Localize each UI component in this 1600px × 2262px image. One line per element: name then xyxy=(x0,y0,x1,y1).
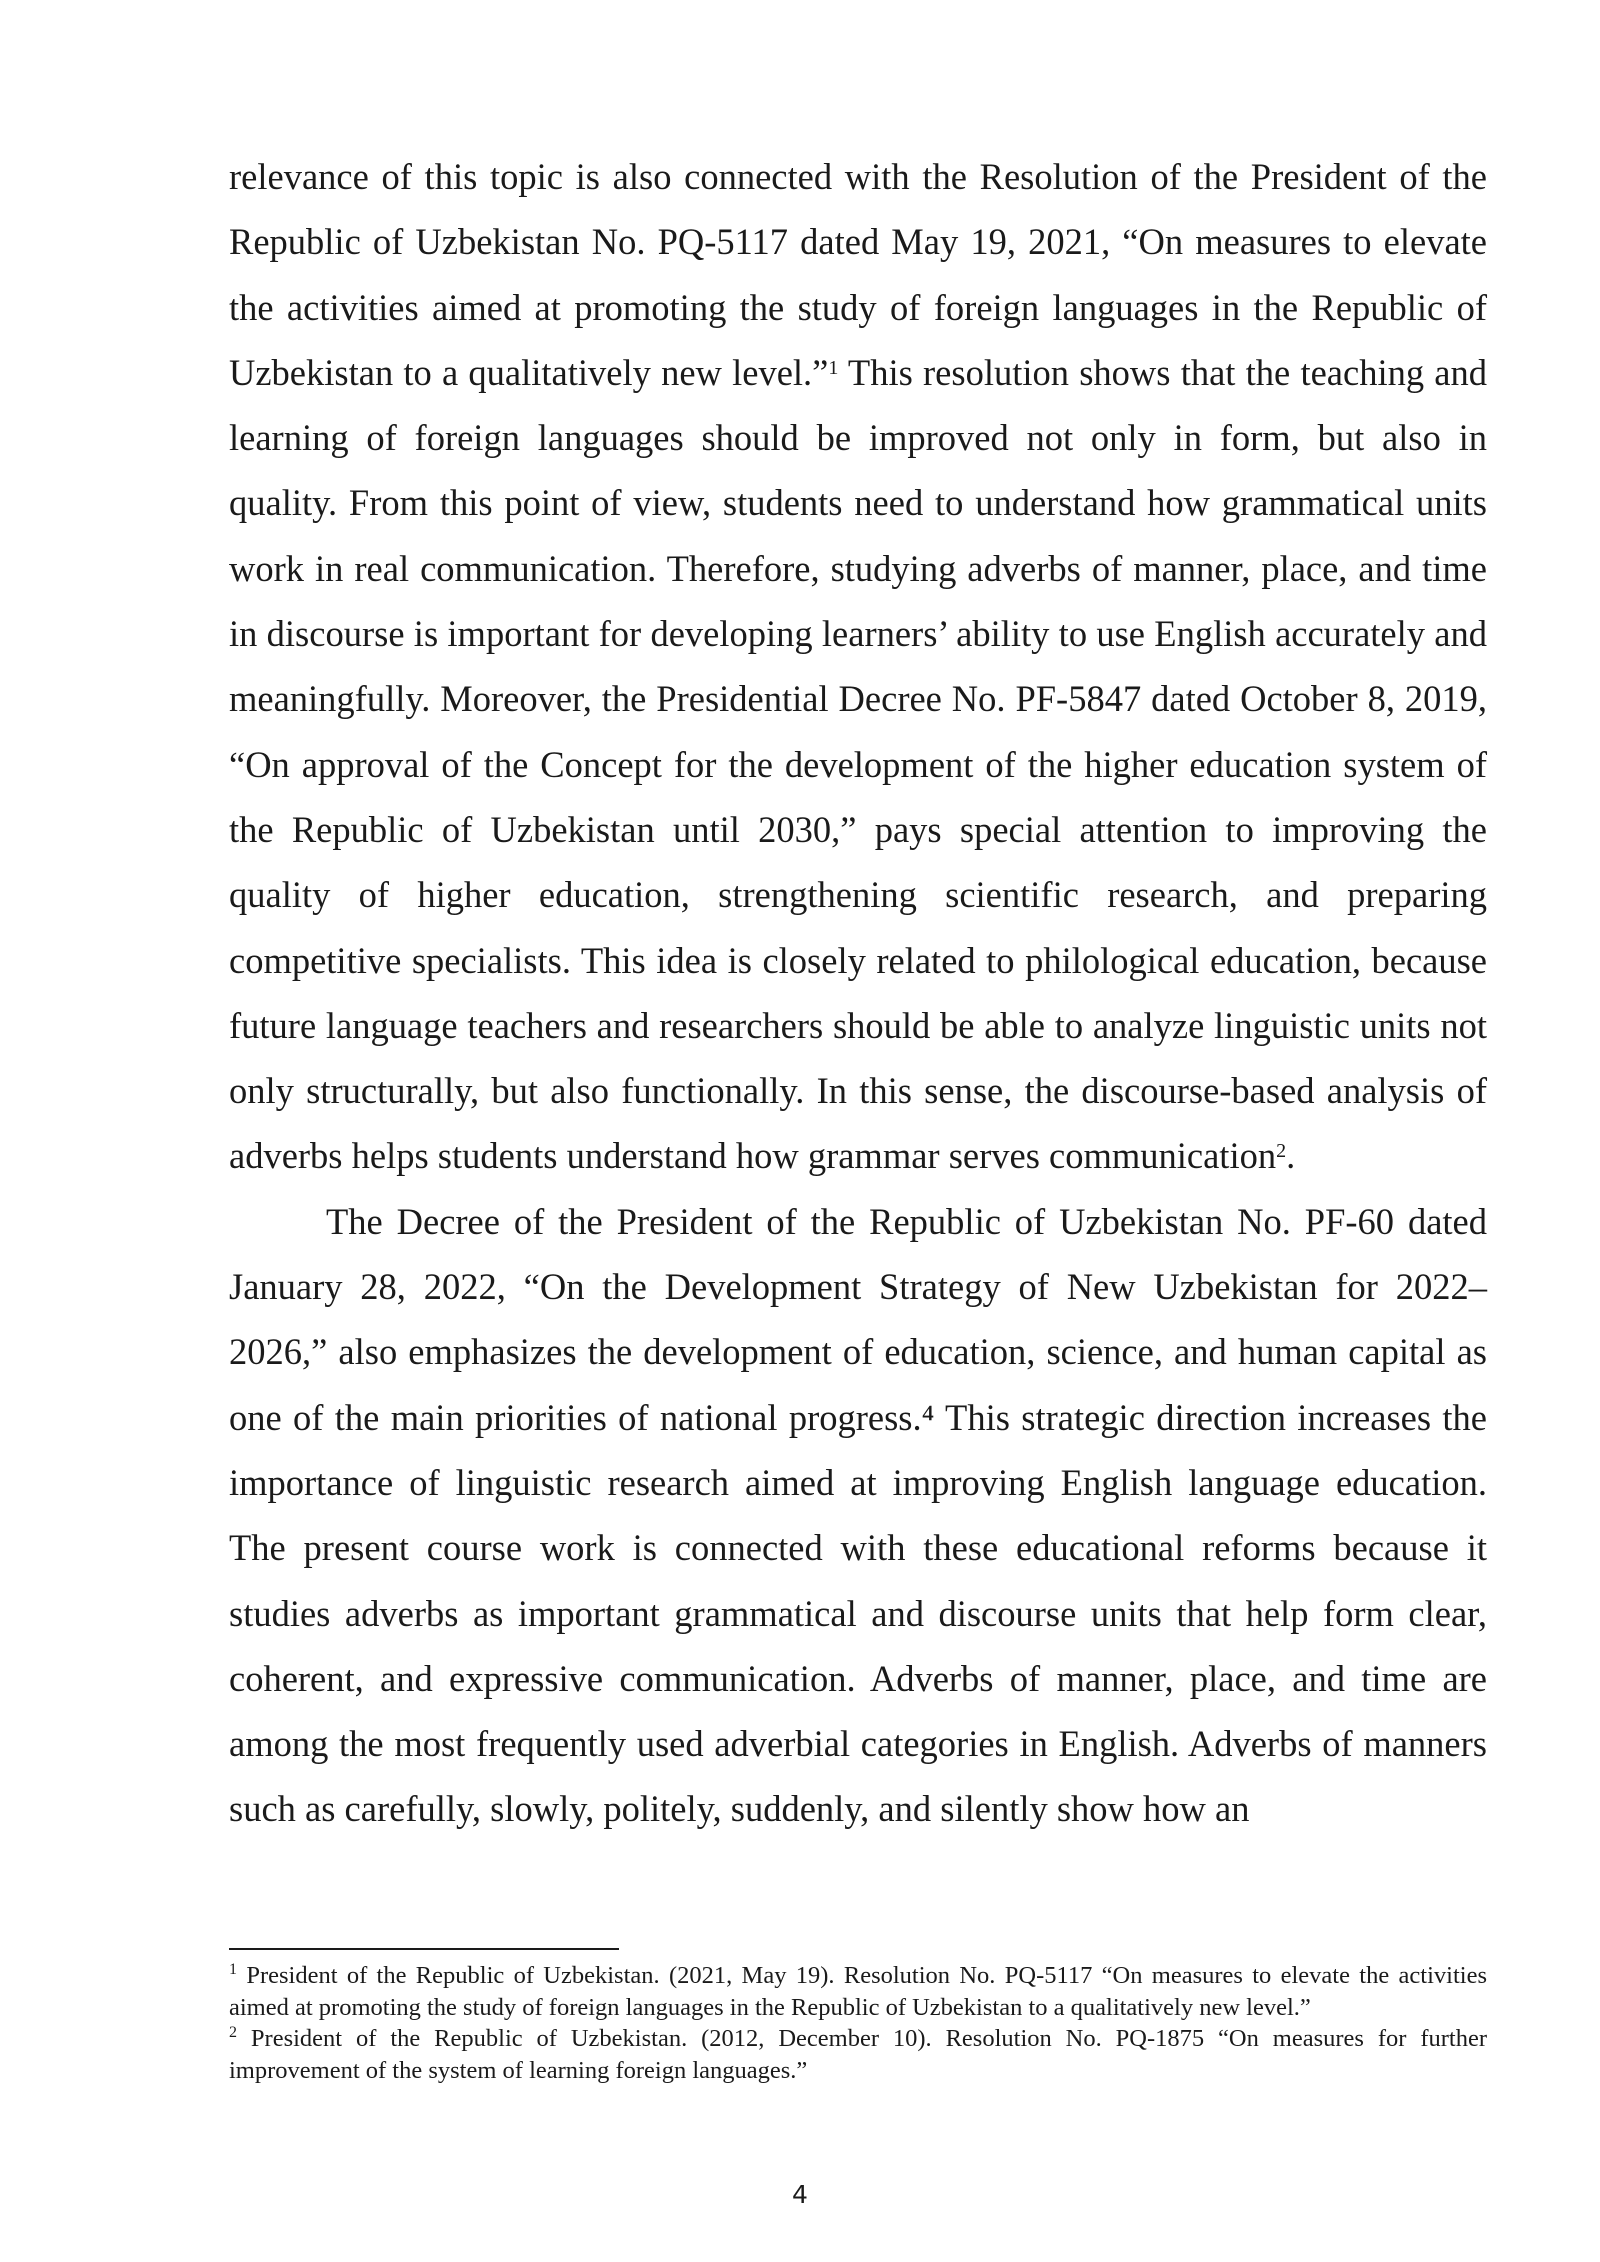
paragraph-1-end: . xyxy=(1286,1135,1296,1177)
footnote-ref-1: 1 xyxy=(828,356,839,379)
footnotes xyxy=(229,1960,1487,2086)
footnote-1 xyxy=(229,1960,1487,2023)
paragraph-2: The Decree of the President of the Republic of Uzbekistan No. PF-60 dated January 28, 2022, “On the Development Strategy of New Uzbekistan for 2022–2026,” also emphasizes the development of education, science, and human capital as one of the main priorities of national progress.⁴ This strategic direction increases the importance of linguistic research aimed at improving English language education. The present course work is connected with these educational reforms because it studies adverbs as important grammatical and discourse units that help form clear, coherent, and expressive communication. Adverbs of manner, place, and time are among the most frequently used adverbial categories in English. Adverbs of manners such as carefully, slowly, politely, suddenly, and silently show how an xyxy=(229,1200,1487,1830)
page-number: 4 xyxy=(792,2180,808,2209)
footnote-1-text: President of the Republic of Uzbekistan. (2021, May 19). Resolution No. PQ-5117 “On measures to elevate the activities aimed at promoting the study of foreign languages in the Republic of Uzbekistan to a qualitatively new level.” xyxy=(229,1962,1487,2021)
footnote-ref-2: 2 xyxy=(1276,1140,1287,1163)
main-text xyxy=(229,144,1487,1842)
paragraph-1-text: relevance of this topic is also connected with the Resolution of the President of the Republic of Uzbekistan No. PQ-5117 dated May 19, 2021, “On measures to elevate the activities aimed at promoting the study of foreign languages in the Republic of Uzbekistan to a qualitatively new level.” xyxy=(229,156,1487,393)
footnote-separator xyxy=(229,1948,619,1950)
footnote-2-text: President of the Republic of Uzbekistan. (2012, December 10). Resolution No. PQ-1875 “On measures for further improvement of the system of learning foreign languages.” xyxy=(229,2025,1487,2084)
footnote-2-number: 2 xyxy=(229,2023,237,2041)
footnote-2 xyxy=(229,2023,1487,2086)
paragraph-1 xyxy=(229,144,1487,1189)
footnote-1-number: 1 xyxy=(229,1960,237,1978)
paragraph-1-text-continued: This resolution shows that the teaching and learning of foreign languages should be improved not only in form, but also in quality. From this point of view, students need to understand how grammatical units work in real communication. Therefore, studying adverbs of manner, place, and time in discourse is important for developing learners’ ability to use English accurately and meaningfully. Moreover, the Presidential Decree No. PF-5847 dated October 8, 2019, “On approval of the Concept for the development of the higher education system of the Republic of Uzbekistan until 2030,” pays special attention to improving the quality of higher education, strengthening scientific research, and preparing competitive specialists. This idea is closely related to philological education, because future language teachers and researchers should be able to analyze linguistic units not only structurally, but also functionally. In this sense, the discourse-based analysis of adverbs helps students understand how grammar serves communication xyxy=(229,351,1487,1177)
